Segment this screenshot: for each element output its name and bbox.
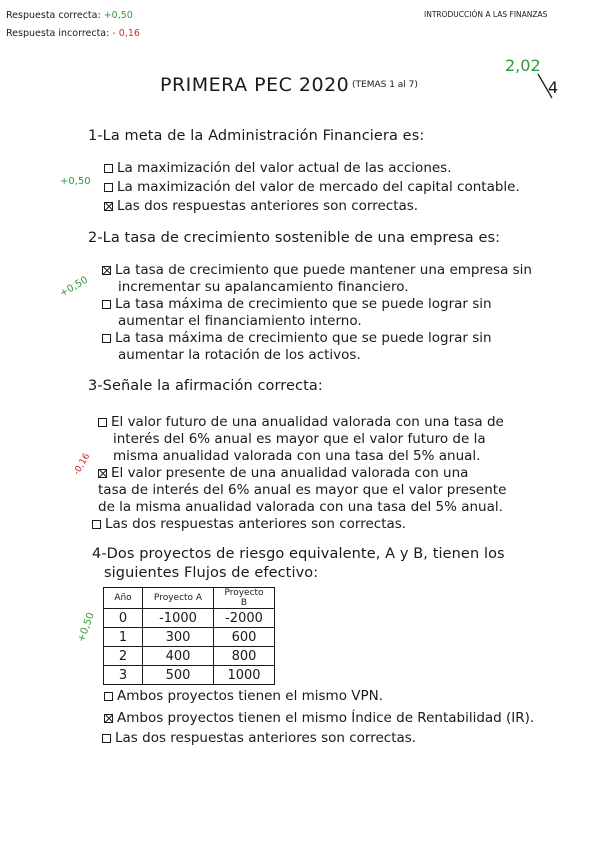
grade-total: 4 — [548, 78, 559, 97]
q3-option-b-line2: tasa de interés del 6% anual es mayor que el valor presente — [98, 482, 507, 498]
table-cell: 300 — [143, 628, 214, 647]
q4-option-a[interactable]: Ambos proyectos tienen el mismo VPN. — [104, 688, 383, 704]
table-cell: 600 — [214, 628, 275, 647]
checkbox[interactable] — [102, 334, 111, 343]
checkbox[interactable] — [98, 418, 107, 427]
q4-option-b[interactable]: Ambos proyectos tienen el mismo Índice de Rentabilidad (IR). — [104, 710, 534, 726]
table-cell: 0 — [104, 609, 143, 628]
q2-option-b[interactable]: La tasa máxima de crecimiento que se puede lograr sin — [102, 296, 492, 312]
question-3-text: 3-Señale la afirmación correcta: — [88, 378, 323, 394]
checkbox-checked[interactable] — [102, 266, 111, 275]
page-subtitle: (TEMAS 1 al 7) — [352, 80, 418, 90]
table-cell: 400 — [143, 647, 214, 666]
q2-option-c-line2: aumentar la rotación de los activos. — [118, 347, 361, 363]
table-row — [104, 647, 275, 666]
table-row — [104, 628, 275, 647]
checkbox[interactable] — [102, 734, 111, 743]
question-3-score: -0,16 — [72, 451, 93, 477]
question-4-text-line2: siguientes Flujos de efectivo: — [104, 565, 319, 581]
q3-option-a[interactable]: El valor futuro de una anualidad valorada con una tasa de — [98, 414, 504, 430]
course-name: INTRODUCCIÓN A LAS FINANZAS — [424, 10, 548, 19]
grade-score: 2,02 — [505, 56, 541, 75]
table-header-cell: Proyecto B — [214, 588, 275, 609]
incorrect-value: - 0,16 — [112, 28, 140, 39]
checkbox[interactable] — [104, 183, 113, 192]
table-header-cell: Proyecto A — [143, 588, 214, 609]
question-4-text: 4-Dos proyectos de riesgo equivalente, A y B, tienen los — [92, 546, 505, 562]
checkbox-checked[interactable] — [104, 714, 113, 723]
checkbox[interactable] — [102, 300, 111, 309]
q3-option-b-line3: de la misma anualidad valorada con una tasa del 5% anual. — [98, 499, 503, 515]
table-header-cell: Año — [104, 588, 143, 609]
correct-answer-note — [6, 10, 133, 21]
q1-option-c[interactable]: Las dos respuestas anteriores son correctas. — [104, 198, 418, 214]
checkbox-checked[interactable] — [98, 469, 107, 478]
q1-option-b[interactable]: La maximización del valor de mercado del capital contable. — [104, 179, 520, 195]
table-cell: -1000 — [143, 609, 214, 628]
question-2-text: 2-La tasa de crecimiento sostenible de una empresa es: — [88, 230, 501, 246]
table-cell: -2000 — [214, 609, 275, 628]
q3-option-a-line3: misma anualidad valorada con una tasa del 5% anual. — [113, 448, 481, 464]
q1-option-a[interactable]: La maximización del valor actual de las acciones. — [104, 160, 452, 176]
incorrect-label: Respuesta incorrecta: — [6, 28, 110, 39]
question-1-text: 1-La meta de la Administración Financiera es: — [88, 128, 425, 144]
q2-option-a-line2: incrementar su apalancamiento financiero. — [118, 279, 409, 295]
q2-option-b-line2: aumentar el financiamiento interno. — [118, 313, 362, 329]
q2-option-c[interactable]: La tasa máxima de crecimiento que se puede lograr sin — [102, 330, 492, 346]
table-cell: 2 — [104, 647, 143, 666]
checkbox-checked[interactable] — [104, 202, 113, 211]
correct-label: Respuesta correcta: — [6, 10, 101, 21]
table-cell: 1 — [104, 628, 143, 647]
checkbox[interactable] — [104, 164, 113, 173]
question-2-score: +0,50 — [58, 274, 91, 300]
table-row — [104, 666, 275, 685]
q3-option-b[interactable]: El valor presente de una anualidad valorada con una — [98, 465, 468, 481]
q2-option-a[interactable]: La tasa de crecimiento que puede mantener una empresa sin — [102, 262, 532, 278]
table-header-row — [104, 588, 275, 609]
question-4-score: +0,50 — [76, 611, 97, 644]
checkbox[interactable] — [104, 692, 113, 701]
q3-option-c[interactable]: Las dos respuestas anteriores son correctas. — [92, 516, 406, 532]
table-cell: 3 — [104, 666, 143, 685]
table-cell: 800 — [214, 647, 275, 666]
correct-value: +0,50 — [103, 10, 133, 21]
table-row — [104, 609, 275, 628]
q4-option-c[interactable]: Las dos respuestas anteriores son correctas. — [102, 730, 416, 746]
page-title: PRIMERA PEC 2020 — [160, 74, 350, 96]
question-1-score: +0,50 — [60, 176, 91, 187]
q3-option-a-line2: interés del 6% anual es mayor que el valor futuro de la — [113, 431, 486, 447]
table-cell: 500 — [143, 666, 214, 685]
incorrect-answer-note — [6, 28, 140, 39]
checkbox[interactable] — [92, 520, 101, 529]
table-cell: 1000 — [214, 666, 275, 685]
cash-flow-table — [103, 587, 275, 685]
